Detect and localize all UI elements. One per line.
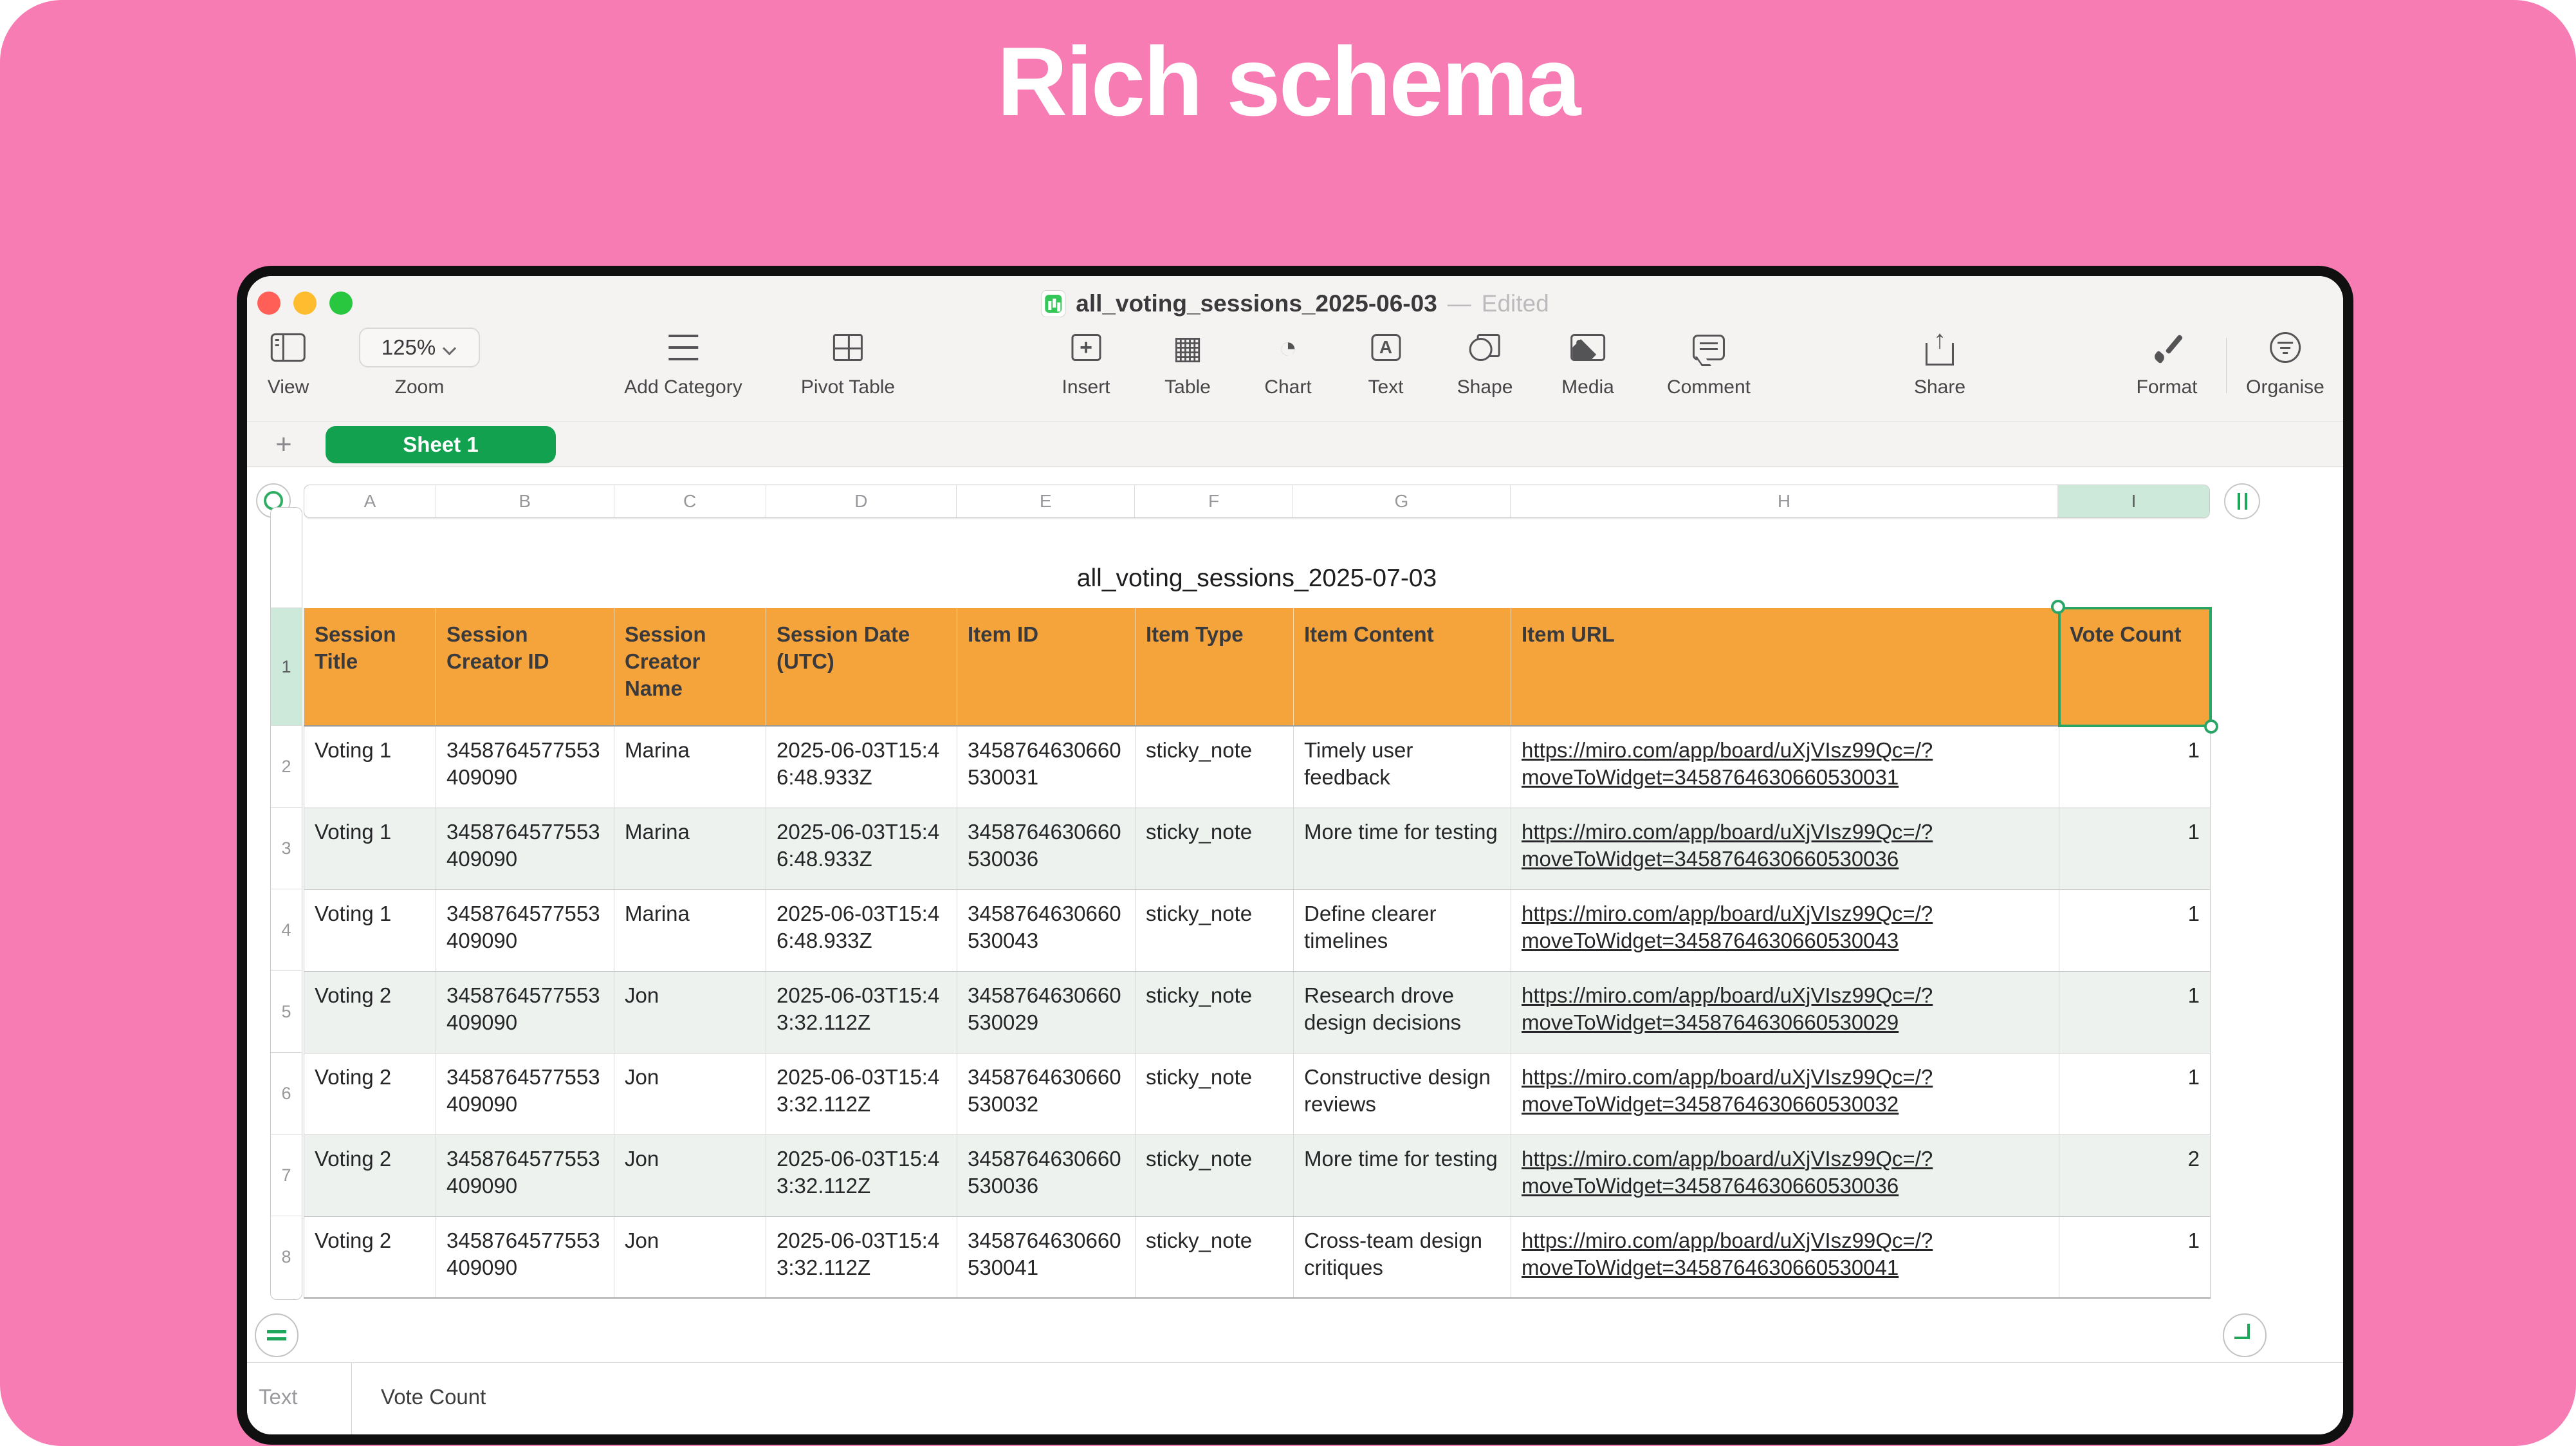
- table-row: [304, 971, 2211, 1053]
- header-cell-item-id[interactable]: Item ID: [957, 608, 1136, 726]
- column-header-strip[interactable]: [304, 485, 2210, 518]
- zoom-level-select[interactable]: [359, 328, 480, 367]
- equals-icon: [267, 1330, 286, 1340]
- item-url-link[interactable]: https://miro.com/app/board/uXjVIsz99Qc=/?moveToWidget=3458764630660530041: [1522, 1228, 1933, 1279]
- row-number-cell[interactable]: 1: [271, 608, 302, 726]
- share-icon: [1924, 329, 1955, 366]
- cell-vote-count[interactable]: 1: [2059, 808, 2211, 889]
- cell-session-creator-id[interactable]: 3458764577553409090: [436, 808, 614, 889]
- cell-session-title[interactable]: Voting 2: [304, 1135, 436, 1216]
- toolbar-comment-button[interactable]: Comment: [1667, 328, 1751, 398]
- status-bar-divider: [351, 1363, 352, 1435]
- toolbar-text-button[interactable]: A Text: [1368, 328, 1403, 398]
- cell-item-url[interactable]: [1511, 726, 2059, 808]
- fullscreen-button[interactable]: [329, 292, 353, 315]
- toolbar-pivot-table-button[interactable]: Pivot Table: [801, 328, 895, 398]
- toolbar-add-category-button[interactable]: Add Category: [624, 328, 742, 398]
- table-resize-handle-button[interactable]: [2223, 1313, 2267, 1357]
- cell-item-url[interactable]: [1511, 808, 2059, 889]
- cell-vote-count[interactable]: 1: [2059, 889, 2211, 971]
- cell-session-title[interactable]: Voting 2: [304, 1053, 436, 1135]
- row-number-cell[interactable]: 5: [271, 971, 302, 1053]
- cell-item-id[interactable]: 3458764630660530036: [957, 1135, 1136, 1216]
- cell-item-url[interactable]: [1511, 1216, 2059, 1298]
- cell-item-id[interactable]: 3458764630660530031: [957, 726, 1136, 808]
- title-separator: —: [1447, 290, 1471, 317]
- add-column-handle-button[interactable]: [2224, 483, 2260, 519]
- window-chrome: [247, 276, 2343, 422]
- toolbar-organise-button[interactable]: Organise: [2246, 328, 2324, 398]
- header-cell-session-creator-name[interactable]: Session Creator Name: [614, 608, 766, 726]
- cell-item-content[interactable]: Define clearer timelines: [1294, 889, 1511, 971]
- text-box-icon: A: [1371, 334, 1401, 361]
- header-cell-vote-count-selected[interactable]: Vote Count: [2059, 608, 2211, 726]
- column-letter-cell[interactable]: F: [1135, 485, 1293, 517]
- cell-vote-count[interactable]: 1: [2059, 971, 2211, 1053]
- toolbar-zoom-control[interactable]: 125% Zoom: [359, 328, 480, 398]
- cell-session-date[interactable]: 2025-06-03T15:43:32.112Z: [766, 1053, 957, 1135]
- item-url-link[interactable]: https://miro.com/app/board/uXjVIsz99Qc=/?moveToWidget=3458764630660530036: [1522, 1146, 1933, 1198]
- cell-session-title[interactable]: Voting 1: [304, 808, 436, 889]
- media-image-icon: [1570, 334, 1605, 361]
- cell-item-content[interactable]: More time for testing: [1294, 808, 1511, 889]
- selection-handle-bottom-right[interactable]: [2204, 719, 2218, 734]
- zoom-value: 125%: [381, 335, 436, 359]
- cell-session-creator-id[interactable]: 3458764577553409090: [436, 1216, 614, 1298]
- toolbar-shape-button[interactable]: Shape: [1457, 328, 1513, 398]
- item-url-link[interactable]: https://miro.com/app/board/uXjVIsz99Qc=/?moveToWidget=3458764630660530029: [1522, 983, 1933, 1034]
- toolbar-share-button[interactable]: ↑ Share: [1914, 328, 1965, 398]
- cell-format-label[interactable]: Text: [259, 1385, 298, 1409]
- header-cell-session-date[interactable]: Session Date (UTC): [766, 608, 957, 726]
- cell-session-date[interactable]: 2025-06-03T15:43:32.112Z: [766, 1135, 957, 1216]
- spreadsheet-canvas: [247, 468, 2343, 1362]
- cell-item-type[interactable]: sticky_note: [1136, 1053, 1294, 1135]
- pie-chart-icon: ◔: [1278, 330, 1298, 365]
- cell-session-creator-name[interactable]: Jon: [614, 1135, 766, 1216]
- header-row: [304, 608, 2211, 726]
- cell-session-date[interactable]: 2025-06-03T15:43:32.112Z: [766, 1216, 957, 1298]
- cell-session-creator-id[interactable]: 3458764577553409090: [436, 1135, 614, 1216]
- comment-bubble-icon: [1693, 335, 1725, 360]
- data-table: [304, 608, 2211, 1299]
- add-sheet-button[interactable]: +: [275, 429, 292, 460]
- cell-vote-count[interactable]: 1: [2059, 1216, 2211, 1298]
- toolbar-insert-button[interactable]: + Insert: [1062, 335, 1110, 398]
- cell-item-url[interactable]: [1511, 1135, 2059, 1216]
- row-number-cell[interactable]: 7: [271, 1135, 302, 1216]
- table-row: [304, 1053, 2211, 1135]
- cell-item-id[interactable]: 3458764630660530043: [957, 889, 1136, 971]
- cell-session-creator-name[interactable]: Jon: [614, 1216, 766, 1298]
- table-row: [304, 1216, 2211, 1298]
- toolbar-view-button[interactable]: View: [268, 328, 309, 398]
- toolbar-chart-button[interactable]: ◔ Chart: [1264, 330, 1312, 398]
- table-row: [304, 726, 2211, 808]
- row-number-cell[interactable]: 3: [271, 808, 302, 889]
- cell-item-content[interactable]: Constructive design reviews: [1294, 1053, 1511, 1135]
- header-cell-session-creator-id[interactable]: Session Creator ID: [436, 608, 614, 726]
- cell-session-date[interactable]: 2025-06-03T15:43:32.112Z: [766, 971, 957, 1053]
- table-row: [304, 1135, 2211, 1216]
- table-formula-handle-button[interactable]: [255, 1313, 299, 1357]
- table-body: [304, 726, 2211, 1298]
- numbers-window: [237, 266, 2353, 1445]
- shapes-icon: [1468, 333, 1502, 362]
- cell-item-url[interactable]: [1511, 889, 2059, 971]
- header-cell-item-url[interactable]: Item URL: [1511, 608, 2059, 726]
- cell-item-id[interactable]: 3458764630660530029: [957, 971, 1136, 1053]
- header-cell-session-title[interactable]: Session Title: [304, 608, 436, 726]
- titlebar: [1041, 290, 1549, 317]
- cell-item-type[interactable]: sticky_note: [1136, 971, 1294, 1053]
- selected-cell-value: Vote Count: [381, 1385, 486, 1409]
- row-number-cell[interactable]: 8: [281, 1247, 291, 1266]
- cell-session-creator-name[interactable]: Marina: [614, 808, 766, 889]
- cell-session-creator-name[interactable]: Marina: [614, 889, 766, 971]
- status-bar: [247, 1362, 2343, 1434]
- numbers-doc-icon: [1041, 290, 1065, 317]
- cell-session-creator-name[interactable]: Marina: [614, 726, 766, 808]
- row-number-cell[interactable]: 4: [271, 889, 302, 971]
- cell-session-creator-id[interactable]: 3458764577553409090: [436, 889, 614, 971]
- sheet-tab-bar: [247, 422, 2343, 467]
- column-letter-cell[interactable]: I: [2058, 485, 2209, 517]
- cell-item-type[interactable]: sticky_note: [1136, 1216, 1294, 1298]
- edited-status: Edited: [1481, 290, 1549, 317]
- cell-session-creator-name[interactable]: Jon: [614, 1053, 766, 1135]
- header-cell-item-type[interactable]: Item Type: [1136, 608, 1294, 726]
- minimize-button[interactable]: [293, 292, 317, 315]
- cell-item-url[interactable]: [1511, 971, 2059, 1053]
- traffic-lights: [257, 292, 353, 315]
- cell-item-type[interactable]: sticky_note: [1136, 1135, 1294, 1216]
- cell-session-date[interactable]: 2025-06-03T15:46:48.933Z: [766, 889, 957, 971]
- cell-item-type[interactable]: sticky_note: [1136, 808, 1294, 889]
- column-letter-cell[interactable]: A: [304, 485, 436, 517]
- category-list-icon: [668, 335, 698, 360]
- sheet-tab-sheet1[interactable]: Sheet 1: [326, 426, 556, 463]
- cell-session-title[interactable]: Voting 2: [304, 1216, 436, 1298]
- toolbar-format-button[interactable]: Format: [2136, 328, 2197, 398]
- column-letter-cell[interactable]: H: [1511, 485, 2058, 517]
- cell-session-date[interactable]: 2025-06-03T15:46:48.933Z: [766, 726, 957, 808]
- pivot-table-icon: [833, 334, 863, 361]
- cell-session-creator-name[interactable]: Jon: [614, 971, 766, 1053]
- cell-item-url[interactable]: [1511, 1053, 2059, 1135]
- toolbar-media-button[interactable]: Media: [1561, 328, 1614, 398]
- cell-session-title[interactable]: Voting 2: [304, 971, 436, 1053]
- cell-item-type[interactable]: sticky_note: [1136, 889, 1294, 971]
- cell-item-content[interactable]: Research drove design decisions: [1294, 971, 1511, 1053]
- cell-vote-count[interactable]: 1: [2059, 726, 2211, 808]
- item-url-link[interactable]: https://miro.com/app/board/uXjVIsz99Qc=/?moveToWidget=3458764630660530043: [1522, 901, 1933, 952]
- format-brush-icon: [2150, 331, 2184, 364]
- cell-session-creator-id[interactable]: 3458764577553409090: [436, 971, 614, 1053]
- row-strip-spacer: [271, 508, 302, 608]
- cell-item-id[interactable]: 3458764630660530032: [957, 1053, 1136, 1135]
- row-number-cell[interactable]: 2: [271, 726, 302, 808]
- sidebar-icon: [271, 333, 306, 362]
- item-url-link[interactable]: https://miro.com/app/board/uXjVIsz99Qc=/?moveToWidget=3458764630660530031: [1522, 738, 1933, 790]
- cell-item-type[interactable]: sticky_note: [1136, 726, 1294, 808]
- item-url-link[interactable]: https://miro.com/app/board/uXjVIsz99Qc=/?moveToWidget=3458764630660530032: [1522, 1064, 1933, 1116]
- column-letter-cell[interactable]: G: [1293, 485, 1511, 517]
- chevron-down-icon: [445, 341, 457, 354]
- page-title: Rich schema: [997, 27, 1579, 136]
- toolbar-table-button[interactable]: ▦ Table: [1164, 329, 1211, 398]
- row-number-cell[interactable]: 6: [271, 1053, 302, 1135]
- cell-item-content[interactable]: More time for testing: [1294, 1135, 1511, 1216]
- close-button[interactable]: [257, 292, 281, 315]
- table-row: [304, 889, 2211, 971]
- column-letter-cell[interactable]: E: [957, 485, 1135, 517]
- column-letter-cell[interactable]: B: [436, 485, 614, 517]
- selection-handle-top-left[interactable]: [2051, 600, 2065, 614]
- item-url-link[interactable]: https://miro.com/app/board/uXjVIsz99Qc=/?moveToWidget=3458764630660530036: [1522, 819, 1933, 871]
- table-row: [304, 808, 2211, 889]
- cell-item-id[interactable]: 3458764630660530041: [957, 1216, 1136, 1298]
- table-grid-icon: ▦: [1172, 329, 1203, 366]
- table-title[interactable]: all_voting_sessions_2025-07-03: [1076, 564, 1437, 592]
- cell-session-title[interactable]: Voting 1: [304, 889, 436, 971]
- cell-item-content[interactable]: Cross-team design critiques: [1294, 1216, 1511, 1298]
- document-title: all_voting_sessions_2025-06-03: [1076, 290, 1437, 317]
- insert-icon: +: [1071, 334, 1101, 361]
- column-letter-cell[interactable]: D: [766, 485, 957, 517]
- cell-session-date[interactable]: 2025-06-03T15:46:48.933Z: [766, 808, 957, 889]
- cell-session-title[interactable]: Voting 1: [304, 726, 436, 808]
- corner-resize-icon: [2234, 1324, 2250, 1339]
- row-header-strip[interactable]: [270, 507, 302, 1300]
- toolbar-divider: [2226, 338, 2227, 393]
- header-cell-item-content[interactable]: Item Content: [1294, 608, 1511, 726]
- cell-item-content[interactable]: Timely user feedback: [1294, 726, 1511, 808]
- cell-session-creator-id[interactable]: 3458764577553409090: [436, 1053, 614, 1135]
- cell-vote-count[interactable]: 2: [2059, 1135, 2211, 1216]
- cell-item-id[interactable]: 3458764630660530036: [957, 808, 1136, 889]
- cell-vote-count[interactable]: 1: [2059, 1053, 2211, 1135]
- column-letter-cell[interactable]: C: [614, 485, 766, 517]
- organise-filter-icon: [2270, 332, 2301, 363]
- cell-session-creator-id[interactable]: 3458764577553409090: [436, 726, 614, 808]
